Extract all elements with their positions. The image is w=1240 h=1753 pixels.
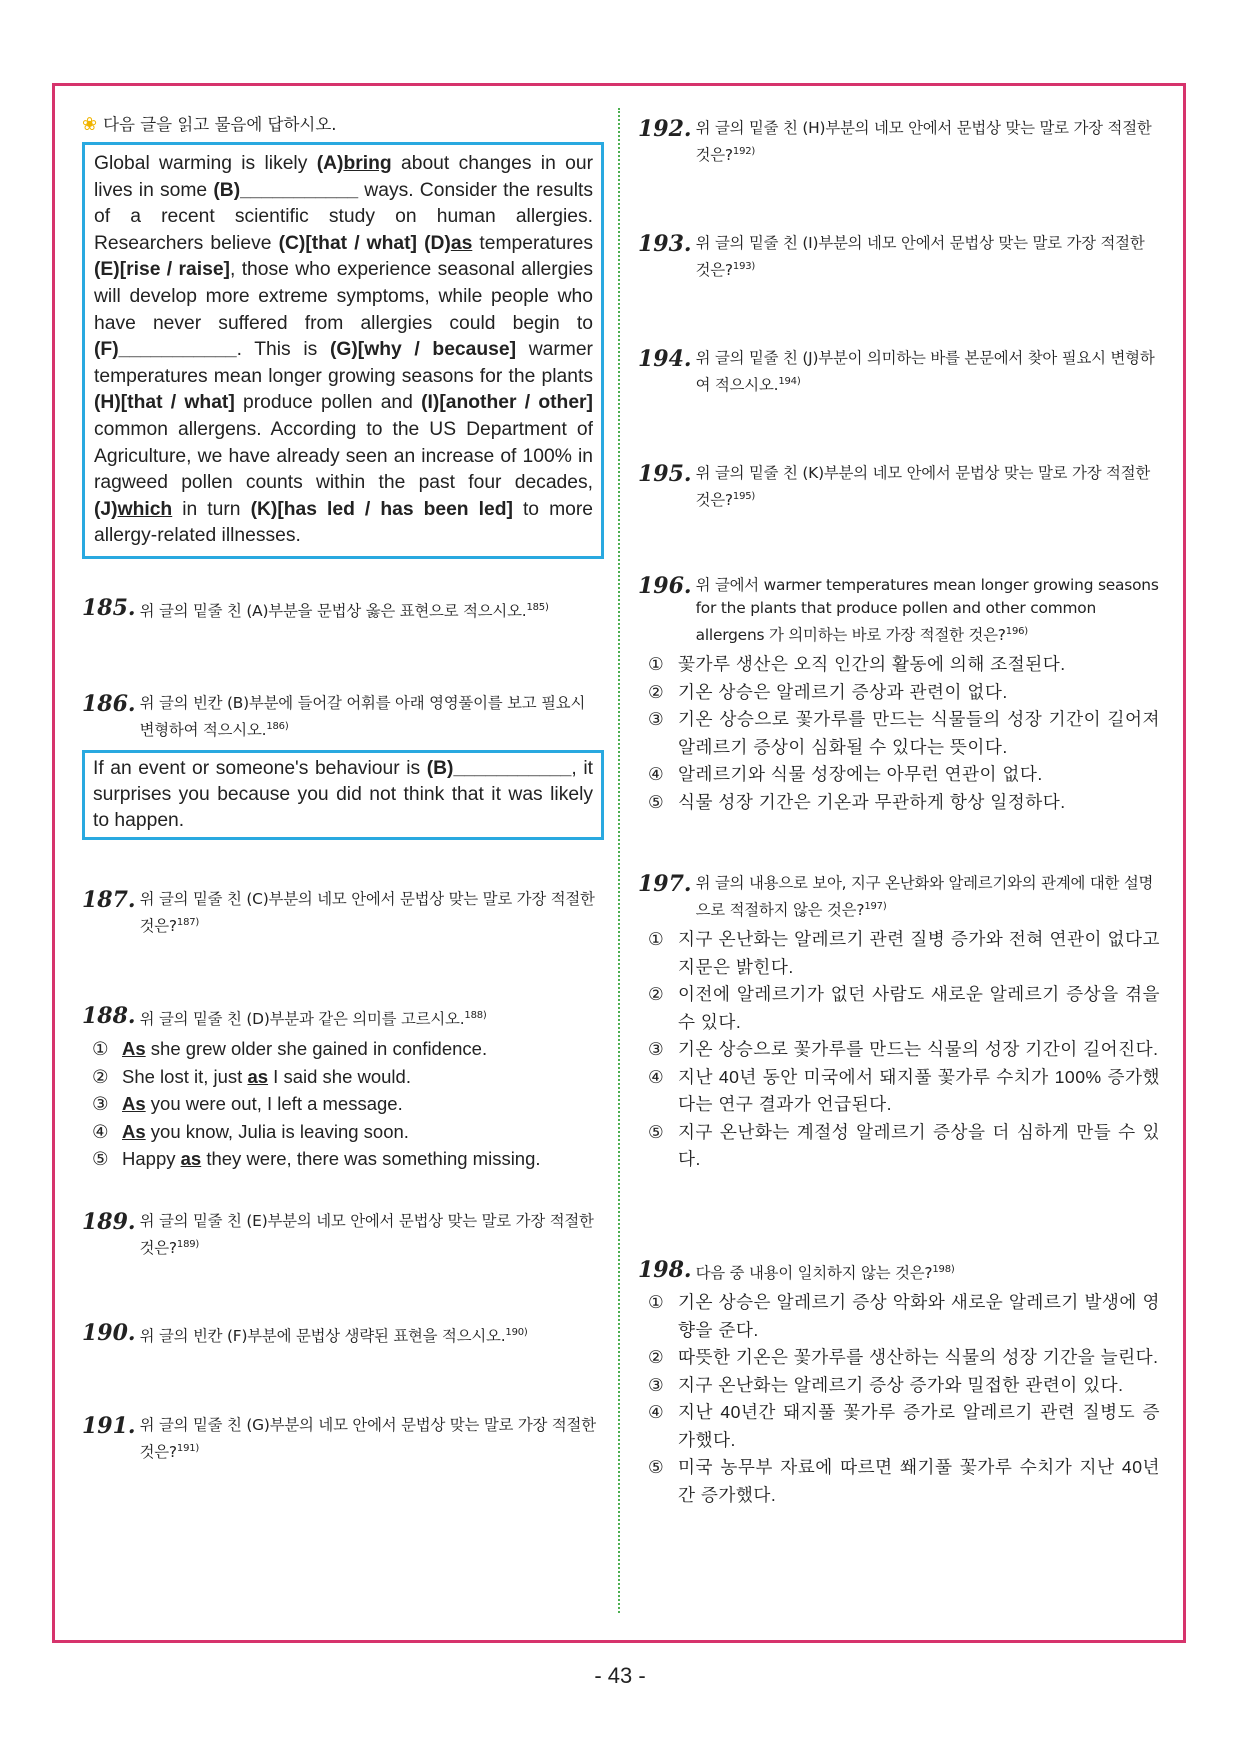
question-number: 191.: [82, 1413, 136, 1439]
question-number: 194.: [638, 346, 692, 372]
passage-segment: in turn: [172, 498, 251, 520]
passage-segment: (K)[has led / has been led]: [250, 498, 513, 520]
options-188: [92, 1035, 604, 1173]
answer-option: ② She lost it, just as I said she would.: [92, 1065, 411, 1087]
question-197: [638, 872, 1160, 1174]
question-194: [638, 347, 1160, 397]
question-192: [638, 117, 1160, 167]
question-text: 다음 중 내용이 일치하지 않는 것은?$^{198)}$: [695, 1264, 955, 1283]
options-198: [648, 1289, 1160, 1509]
answer-option: ③ 지구 온난화는 알레르기 증상 증가와 밀접한 관련이 있다.: [648, 1374, 1124, 1395]
column-divider: [618, 108, 620, 1613]
passage-segment: temperatures: [472, 232, 593, 254]
answer-option: ③ As you were out, I left a message.: [92, 1093, 403, 1115]
question-190: [82, 1321, 604, 1348]
answer-option: ① 기온 상승은 알레르기 증상 악화와 새로운 알레르기 발생에 영향을 준다.: [648, 1292, 1160, 1340]
instruction-heading: [82, 112, 604, 138]
question-number: 192.: [638, 116, 692, 142]
question-text: 위 글의 밑줄 친 (C)부분의 네모 안에서 문법상 맞는 말로 가장 적절한 것은?$^{187)}$: [139, 890, 595, 936]
question-number: 189.: [82, 1209, 136, 1235]
answer-option: ③ 기온 상승으로 꽃가루를 만드는 식물의 성장 기간이 길어진다.: [648, 1039, 1159, 1060]
passage-segment: , those who experience seasonal allergies will develop more extreme symptoms, while people who have never suffered from allergies could begin to: [94, 259, 593, 334]
question-text: 위 글의 밑줄 친 (G)부분의 네모 안에서 문법상 맞는 말로 가장 적절한 것은?$^{191)}$: [139, 1416, 596, 1462]
flower-icon: ❀: [82, 114, 98, 135]
passage-box: [82, 142, 604, 559]
question-number: 190.: [82, 1320, 136, 1346]
passage-segment: ways. Consider the results of a recent scientific study on human allergies. Researchers believe: [94, 179, 593, 254]
passage-segment: to more allergy-related illnesses.: [94, 498, 593, 547]
options-197: [648, 926, 1160, 1174]
answer-option: ⑤ 미국 농무부 자료에 따르면 쐐기풀 꽃가루 수치가 지난 40년간 증가했다.: [648, 1457, 1160, 1505]
question-193: [638, 232, 1160, 282]
question-185: [82, 596, 604, 623]
question-188: [82, 1004, 604, 1173]
passage-segment: bring: [343, 153, 392, 174]
answer-option: ④ 지난 40년간 돼지풀 꽃가루 증가로 알레르기 관련 질병도 증가했다.: [648, 1402, 1160, 1450]
question-text: 위 글의 빈칸 (F)부분에 문법상 생략된 표현을 적으시오.$^{190)}$: [139, 1327, 528, 1346]
question-number: 197.: [638, 871, 692, 897]
passage-segment: produce pollen and: [234, 392, 422, 414]
left-column: [82, 112, 604, 559]
answer-option: ① 지구 온난화는 알레르기 관련 질병 증가와 전혀 연관이 없다고 지문은 밝힌다.: [648, 929, 1160, 977]
answer-option: ① 꽃가루 생산은 오직 인간의 활동에 의해 조절된다.: [648, 654, 1066, 675]
answer-option: ③ 기온 상승으로 꽃가루를 만드는 식물들의 성장 기간이 길어져 알레르기 증상이 심화될 수 있다는 뜻이다.: [648, 709, 1160, 757]
question-text: 위 글의 밑줄 친 (J)부분이 의미하는 바를 본문에서 찾아 필요시 변형하여 적으시오.$^{194)}$: [695, 349, 1155, 395]
answer-option: ⑤ 지구 온난화는 계절성 알레르기 증상을 더 심하게 만들 수 있다.: [648, 1121, 1160, 1170]
question-text: 위 글의 내용으로 보아, 지구 온난화와 알레르기와의 관계에 대한 설명으로 적절하지 않은 것은?$^{197)}$: [695, 874, 1154, 920]
answer-option: ④ 지난 40년 동안 미국에서 돼지풀 꽃가루 수치가 100% 증가했다는 연구 결과가 언급된다.: [648, 1066, 1160, 1115]
passage-segment: common allergens. According to the US Department of Agriculture, we have already seen an increase of 100% in ragweed pollen counts within the past four decades,: [94, 418, 593, 494]
passage-segment: which: [117, 498, 173, 520]
passage-segment: (H)[that / what]: [94, 392, 235, 414]
question-186: [82, 692, 604, 840]
passage-segment: as: [450, 232, 473, 254]
question-196: [638, 574, 1160, 816]
question-191: [82, 1414, 604, 1464]
answer-option: ② 이전에 알레르기가 없던 사람도 새로운 알레르기 증상을 겪을 수 있다.: [648, 984, 1160, 1032]
passage-segment: (B)___________: [213, 179, 359, 201]
answer-option: ④ 알레르기와 식물 성장에는 아무런 연관이 없다.: [648, 764, 1043, 785]
passage-segment: . This is: [236, 339, 330, 361]
answer-option: ④ As you know, Julia is leaving soon.: [92, 1120, 409, 1142]
answer-option: ② 따뜻한 기온은 꽃가루를 생산하는 식물의 성장 기간을 늘린다.: [648, 1347, 1159, 1368]
question-number: 196.: [638, 573, 692, 599]
question-number: 198.: [638, 1257, 692, 1283]
answer-option: ⑤ Happy as they were, there was something missing.: [92, 1148, 541, 1170]
question-text: 위 글의 밑줄 친 (K)부분의 네모 안에서 문법상 맞는 말로 가장 적절한 것은?$^{195)}$: [695, 464, 1151, 510]
question-189: [82, 1210, 604, 1260]
definition-box: If an event or someone's behaviour is (B)___________, it surprises you because you did not think that it was likely to happen.: [82, 750, 604, 840]
question-number: 186.: [82, 691, 136, 717]
question-number: 188.: [82, 1003, 136, 1029]
answer-option: ⑤ 식물 성장 기간은 기온과 무관하게 항상 일정하다.: [648, 791, 1066, 812]
passage-segment: (I)[another / other]: [421, 392, 593, 414]
question-text: 위 글의 밑줄 친 (D)부분과 같은 의미를 고르시오.$^{188)}$: [139, 1010, 487, 1029]
answer-option: ② 기온 상승은 알레르기 증상과 관련이 없다.: [648, 681, 1008, 702]
question-number: 193.: [638, 231, 692, 257]
passage-segment: (J): [94, 498, 118, 520]
question-198: [638, 1258, 1160, 1509]
question-text: 위 글의 밑줄 친 (I)부분의 네모 안에서 문법상 맞는 말로 가장 적절한 것은?$^{193)}$: [695, 234, 1145, 280]
question-number: 187.: [82, 887, 136, 913]
passage-segment: about changes in our lives in some: [94, 153, 593, 201]
question-187: [82, 888, 604, 938]
question-text: 위 글의 밑줄 친 (A)부분을 문법상 옳은 표현으로 적으시오.$^{185)}$: [139, 602, 549, 621]
passage-segment: Global warming is likely: [94, 153, 317, 174]
passage-segment: (F)___________: [94, 339, 237, 361]
question-number: 195.: [638, 461, 692, 487]
question-text: 위 글에서 warmer temperatures mean longer growing seasons for the plants that produce pollen and other common allergens 가 의미하는 바로 가장 적절한 것은?$^{196)}$: [695, 576, 1159, 645]
question-text: 위 글의 밑줄 친 (E)부분의 네모 안에서 문법상 맞는 말로 가장 적절한 것은?$^{189)}$: [139, 1212, 594, 1258]
options-196: [648, 651, 1160, 816]
answer-option: ① As she grew older she gained in confidence.: [92, 1038, 488, 1060]
instruction-text: 다음 글을 읽고 물음에 답하시오.: [103, 115, 337, 134]
passage-segment: (G)[why / because]: [329, 339, 517, 361]
passage-segment: (E)[rise / raise]: [94, 259, 230, 281]
question-text: 위 글의 밑줄 친 (H)부분의 네모 안에서 문법상 맞는 말로 가장 적절한 것은?$^{192)}$: [695, 119, 1152, 165]
passage-segment: warmer temperatures mean longer growing seasons for the plants: [94, 339, 593, 387]
page-number: - 43 -: [594, 1663, 646, 1688]
passage-segment: (A): [316, 153, 344, 174]
passage-segment: (C)[that / what] (D): [278, 232, 451, 254]
question-text: 위 글의 빈칸 (B)부분에 들어갈 어휘를 아래 영영풀이를 보고 필요시 변형하여 적으시오.$^{186)}$: [139, 694, 586, 740]
question-195: [638, 462, 1160, 512]
question-number: 185.: [82, 595, 136, 621]
